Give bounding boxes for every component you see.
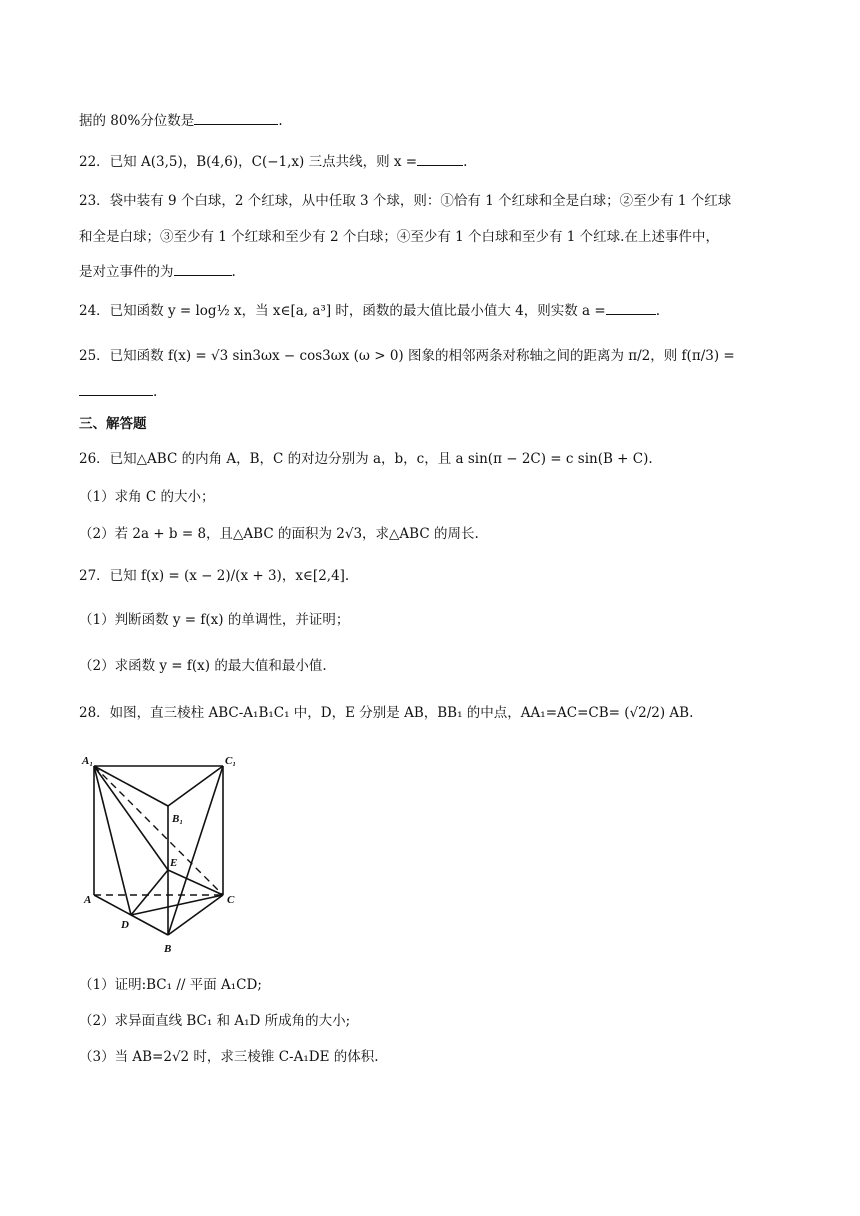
question-28-part-1: （1）证明:BC₁ // 平面 A₁CD; xyxy=(79,977,262,993)
q24-text: 24．已知函数 y = log½ x，当 x∈[a, a³] 时，函数的最大值比最小值大 4，则实数 a = xyxy=(79,303,606,319)
label-A: A xyxy=(84,894,92,906)
answer-blank xyxy=(174,261,232,276)
q22-text: 22．已知 A(3,5)，B(4,6)，C(−1,x) 三点共线，则 x = xyxy=(79,154,418,170)
question-28-part-3: （3）当 AB=2√2 时，求三棱锥 C-A₁DE 的体积. xyxy=(79,1049,379,1065)
q21-tail-text: 据的 80%分位数是 xyxy=(79,113,195,129)
answer-blank xyxy=(606,300,656,315)
question-26-stem: 26．已知△ABC 的内角 A，B，C 的对边分别为 a，b，c，且 a sin(π − 2C) = c sin(B + C). xyxy=(79,451,653,467)
section-title: 三、解答题 xyxy=(79,416,147,432)
label-C1: C₁ xyxy=(225,755,237,767)
question-24: 24．已知函数 y = log½ x，当 x∈[a, a³] 时，函数的最大值比最小值大 4，则实数 a = . xyxy=(79,300,660,321)
question-27-part-2: （2）求函数 y = f(x) 的最大值和最小值. xyxy=(79,658,327,674)
question-23-line-1: 23．袋中装有 9 个白球，2 个红球，从中任取 3 个球，则：①恰有 1 个红球和全是白球；②至少有 1 个红球 xyxy=(79,193,732,209)
question-23-line-2: 和全是白球；③至少有 1 个红球和至少有 2 个白球；④至少有 1 个白球和至少有 1 个红球.在上述事件中， xyxy=(79,229,719,245)
label-B1: B₁ xyxy=(172,813,184,825)
q25-text: 25．已知函数 f(x) = √3 sin3ωx − cos3ωx (ω > 0) 图象的相邻两条对称轴之间的距离为 π/2，则 f(π/3) = xyxy=(79,348,735,364)
question-25-answer: . xyxy=(79,381,157,402)
question-25 xyxy=(79,346,735,366)
answer-blank xyxy=(417,151,463,166)
prism-figure xyxy=(80,748,250,960)
label-A1: A₁ xyxy=(82,755,94,767)
question-28-stem: 28．如图，直三棱柱 ABC-A₁B₁C₁ 中，D，E 分别是 AB，BB₁ 的中点，AA₁=AC=CB= (√2/2) AB. xyxy=(79,705,694,721)
question-27-stem: 27．已知 f(x) = (x − 2)/(x + 3)，x∈[2,4]. xyxy=(79,568,350,584)
question-26-part-2: （2）若 2a + b = 8，且△ABC 的面积为 2√3，求△ABC 的周长. xyxy=(79,526,479,542)
question-27-part-1: （1）判断函数 y = f(x) 的单调性，并证明； xyxy=(79,612,350,628)
q21-tail: 据的 80%分位数是 . xyxy=(79,110,283,131)
label-D: D xyxy=(121,919,129,931)
label-C: C xyxy=(227,894,235,906)
label-B: B xyxy=(164,943,172,955)
label-E: E xyxy=(170,857,178,869)
question-26-part-1: （1）求角 C 的大小； xyxy=(79,489,215,505)
question-23-line-3: 是对立事件的为 . xyxy=(79,261,236,282)
answer-blank xyxy=(194,110,278,125)
question-22: 22．已知 A(3,5)，B(4,6)，C(−1,x) 三点共线，则 x = . xyxy=(79,151,467,172)
answer-blank xyxy=(79,381,153,396)
question-28-part-2: （2）求异面直线 BC₁ 和 A₁D 所成角的大小; xyxy=(79,1013,351,1029)
